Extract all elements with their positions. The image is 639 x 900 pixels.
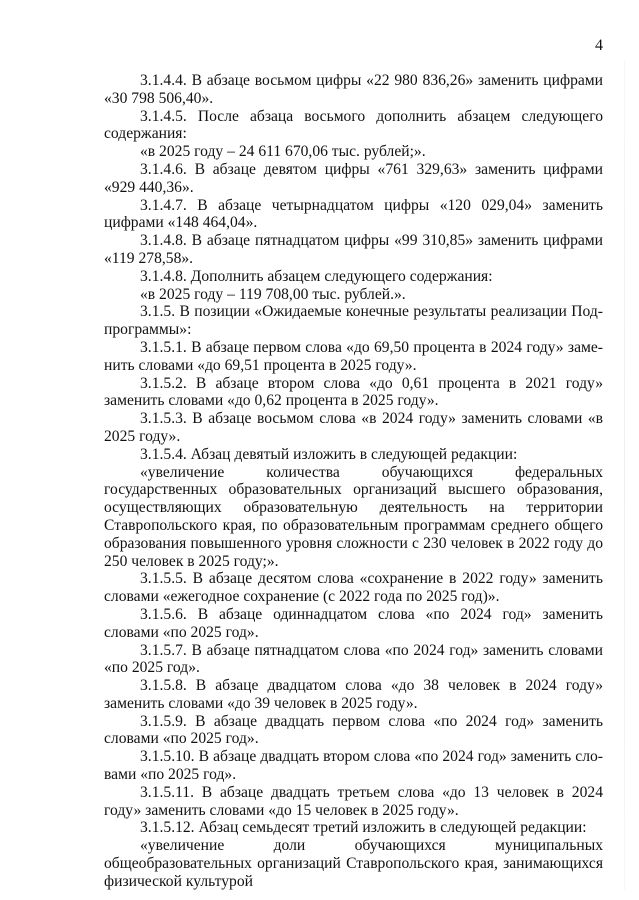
paragraph-3-1-4-8-a: 3.1.4.8. В абзаце пятнадцатом цифры «99 310,85» заменить цифрами «119 278,58».	[104, 232, 603, 267]
paragraph-3-1-5-10: 3.1.5.10. В абзаце двадцать втором слова «по 2024 год» заменить словами «по 2025 год».	[104, 748, 603, 784]
paragraph-3-1-5-9: 3.1.5.9. В абзаце двадцать первом слова «по 2024 год» заменить словами «по 2025 год».	[104, 712, 603, 748]
paragraph-3-1-5-5: 3.1.5.5. В абзаце десятом слова «сохранение в 2022 году» заменить словами «ежегодное сохранение (с 2022 года по 2025 год)».	[104, 570, 603, 606]
paragraph-3-1-4-5: 3.1.4.5. После абзаца восьмого дополнить абзацем следующего содержания:	[104, 107, 603, 143]
paragraph-3-1-5-8: 3.1.5.8. В абзаце двадцатом слова «до 38 человек в 2024 году» заменить словами «до 39 человек в 2025 году».	[104, 677, 603, 712]
paragraph-3-1-4-4: 3.1.4.4. В абзаце восьмом цифры «22 980 836,26» заменить цифрами «30 798 506,40».	[104, 72, 603, 107]
paragraph-3-1-5-6: 3.1.5.6. В абзаце одиннадцатом слова «по 2024 год» заменить словами «по 2025 год».	[104, 605, 603, 641]
quote-2025-24611670: «в 2025 году – 24 611 670,06 тыс. рублей;».	[140, 143, 426, 161]
paragraph-3-1-5-1: 3.1.5.1. В абзаце первом слова «до 69,50 процента в 2024 году» заменить словами «до 69,51 процента в 2025 году».	[104, 338, 603, 374]
paragraph-3-1-4-6: 3.1.4.6. В абзаце девятом цифры «761 329,63» заменить цифрами «929 440,36».	[104, 160, 603, 196]
document-body	[104, 72, 603, 891]
quote-share-increase: «увеличение доли обучающихся муниципальных общеобразовательных организаций Ставропольского края, занимающихся физической культурой	[104, 837, 603, 890]
paragraph-3-1-5-4: 3.1.5.4. Абзац девятый изложить в следующей редакции:	[140, 445, 518, 463]
paragraph-3-1-4-7: 3.1.4.7. В абзаце четырнадцатом цифры «120 029,04» заменить цифрами «148 464,04».	[104, 196, 603, 232]
paragraph-3-1-5: 3.1.5. В позиции «Ожидаемые конечные результаты реализации Подпрограммы»:	[104, 303, 603, 339]
page-number: 4	[595, 37, 603, 54]
paragraph-3-1-5-7: 3.1.5.7. В абзаце пятнадцатом слова «по 2024 год» заменить словами «по 2025 год».	[104, 641, 603, 677]
paragraph-3-1-5-3: 3.1.5.3. В абзаце восьмом слова «в 2024 году» заменить словами «в 2025 году».	[104, 410, 603, 445]
page-edge-shadow	[624, 60, 625, 890]
paragraph-3-1-5-2: 3.1.5.2. В абзаце втором слова «до 0,61 процента в 2021 году» заменить словами «до 0,62 процента в 2025 году».	[104, 374, 603, 410]
paragraph-3-1-5-12: 3.1.5.12. Абзац семьдесят третий изложить в следующей редакции:	[140, 819, 587, 837]
paragraph-3-1-4-8-b: 3.1.4.8. Дополнить абзацем следующего содержания:	[140, 267, 493, 285]
quote-2025-119708: «в 2025 году – 119 708,00 тыс. рублей.».	[140, 285, 406, 303]
paragraph-3-1-5-11: 3.1.5.11. В абзаце двадцать третьем слова «до 13 человек в 2024 году» заменить словами «до 15 человек в 2025 году».	[104, 783, 603, 819]
quote-students-increase: «увеличение количества обучающихся федеральных государственных образовательных организаций высшего образования, осуществляющих образовательную деятельность на территории Ставропольского края, по образовательным программам среднего общего образования повышенного уровня сложности с 230 человек в 2022 году до 250 человек в 2025 году;».	[104, 463, 603, 570]
